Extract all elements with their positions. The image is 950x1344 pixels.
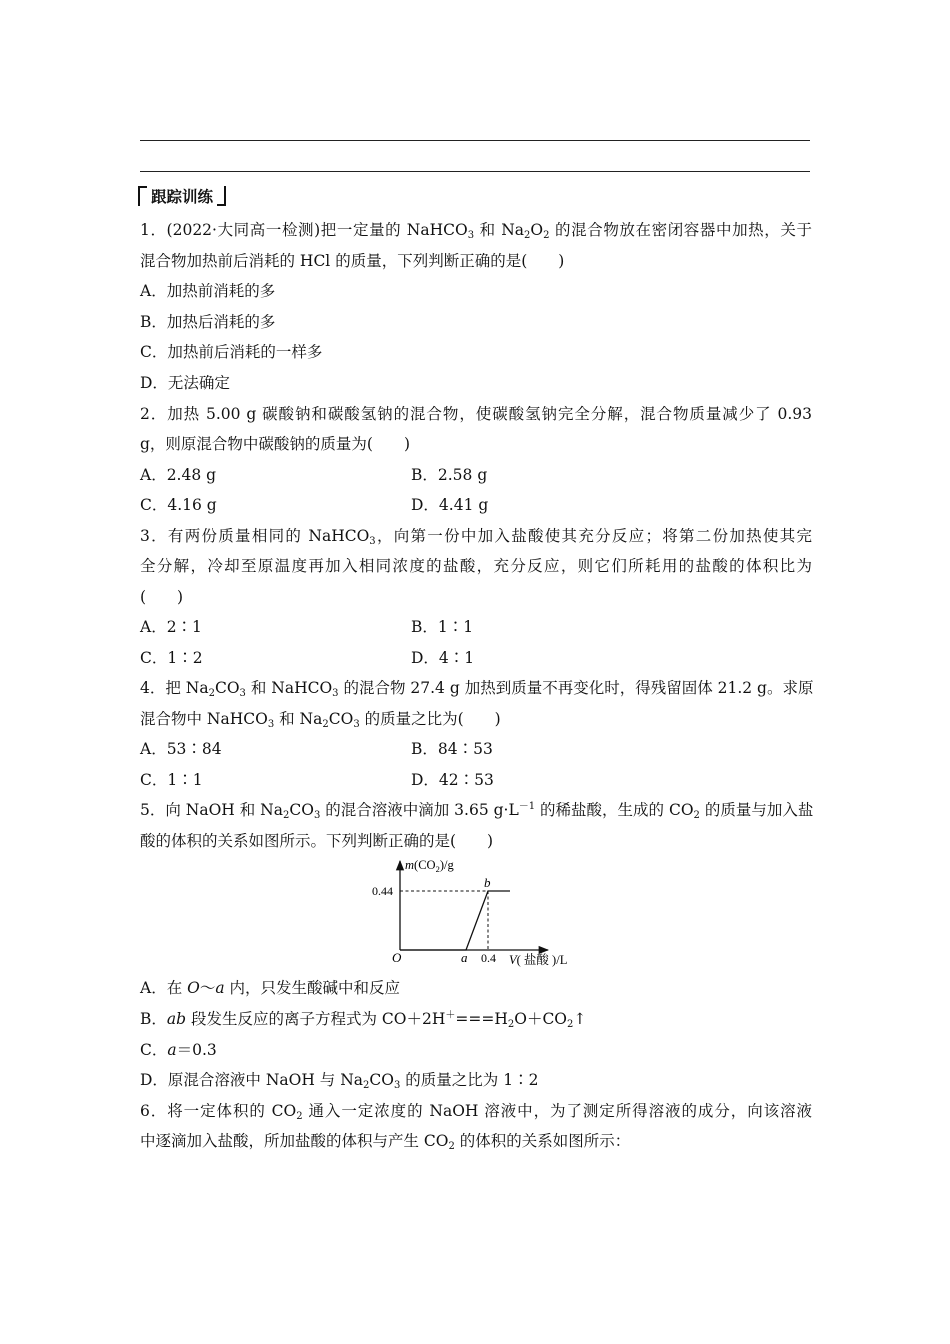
bracket-right-icon	[217, 186, 226, 206]
q3-stem-line3: ( )	[140, 588, 184, 606]
q3-option-b[interactable]: B．1∶1	[411, 618, 474, 636]
q3-option-c[interactable]: C．1∶2	[140, 649, 203, 667]
q3-stem-line2: 全分解，冷却至原温度再加入相同浓度的盐酸，充分反应，则它们所耗用的盐酸的体积比为	[140, 557, 812, 575]
q5-option-a[interactable]: A．在 O～a 内，只发生酸碱中和反应	[140, 979, 401, 997]
q4-stem-line2: 混合物中 NaHCO$_3$ 和 $Na_2CO_3$ 的质量之比为( )	[140, 710, 501, 730]
q6-stem-line1: 6．将一定体积的 $CO_2$ 通入一定浓度的 NaOH 溶液中，为了测定所得溶液的成分，向该溶液	[140, 1102, 813, 1122]
y-axis-label: $m(CO_2)/g$	[405, 858, 454, 874]
q2-stem-line1: 2．加热 5.00 g 碳酸钠和碳酸氢钠的混合物，使碳酸氢钠完全分解，混合物质量减少了 0.93	[140, 405, 812, 423]
q1-option-d[interactable]: D．无法确定	[140, 374, 230, 392]
answer-line-1	[140, 140, 810, 141]
y-tick-label: 0.44	[372, 884, 393, 899]
series-line	[400, 891, 510, 950]
q1-option-a[interactable]: A．加热前消耗的多	[140, 282, 276, 300]
q5-stem-line1: 5．向 NaOH 和 $Na_2CO_3$ 的混合溶液中滴加 3.65 $g\cdot L^{-1}$ 的稀盐酸，生成的 $CO_2$ 的质量与加入盐	[140, 801, 814, 821]
q4-option-a[interactable]: A．53∶84	[140, 740, 222, 758]
q1-option-b[interactable]: B．加热后消耗的多	[140, 313, 276, 331]
q1-stem-line2: 混合物加热前后消耗的 HCl 的质量，下列判断正确的是( )	[140, 252, 565, 270]
point-a-label: a	[461, 950, 468, 965]
q4-option-b[interactable]: B．84∶53	[411, 740, 493, 758]
q4-option-c[interactable]: C．1∶1	[140, 771, 203, 789]
q2-option-d[interactable]: D．4.41 g	[411, 496, 489, 514]
q3-stem-line1: 3．有两份质量相同的 NaHCO$_3$，向第一份中加入盐酸使其充分反应；将第二份加热使其完	[140, 527, 812, 547]
q3-option-d[interactable]: D．4∶1	[411, 649, 475, 667]
q2-option-c[interactable]: C．4.16 g	[140, 496, 217, 514]
q2-option-b[interactable]: B．2.58 g	[411, 466, 488, 484]
x-axis-label: V( 盐酸 )/L	[509, 953, 568, 967]
answer-line-2	[140, 171, 810, 172]
q2-option-a[interactable]: A．2.48 g	[140, 466, 217, 484]
origin-label: O	[392, 950, 402, 965]
q5-option-d[interactable]: D．原混合溶液中 NaOH 与 $Na_2CO_3$ 的质量之比为 1∶2	[140, 1071, 539, 1091]
section-title	[138, 184, 226, 208]
q5-option-c[interactable]: C．a＝0.3	[140, 1041, 217, 1059]
q4-stem-line1: 4．把 $Na_2CO_3$ 和 NaHCO$_3$ 的混合物 27.4 g 加热到质量不再变化时，得残留固体 21.2 g。求原	[140, 679, 814, 699]
q6-stem-line2: 中逐滴加入盐酸，所加盐酸的体积与产生 $CO_2$ 的体积的关系如图所示：	[140, 1132, 631, 1152]
q5-stem-line2: 酸的体积的关系如图所示。下列判断正确的是( )	[140, 832, 494, 850]
bracket-left-icon	[138, 186, 147, 206]
q5-option-b[interactable]: B．ab 段发生反应的离子方程式为 $CO+2H^+===H_2O+CO_2↑$	[140, 1010, 587, 1030]
section-title-text: 跟踪训练	[151, 188, 214, 206]
x-tick-label: 0.4	[481, 951, 496, 965]
q3-option-a[interactable]: A．2∶1	[140, 618, 202, 636]
q1-option-c[interactable]: C．加热前后消耗的一样多	[140, 343, 323, 361]
q1-stem-line1: 1．(2022·大同高一检测)把一定量的 NaHCO$_3$ 和 $Na_2O_2$ 的混合物放在密闭容器中加热，关于	[140, 221, 812, 241]
q2-stem-line2: g，则原混合物中碳酸钠的质量为( )	[140, 435, 411, 453]
q4-option-d[interactable]: D．42∶53	[411, 771, 494, 789]
point-b-label: b	[484, 875, 491, 891]
